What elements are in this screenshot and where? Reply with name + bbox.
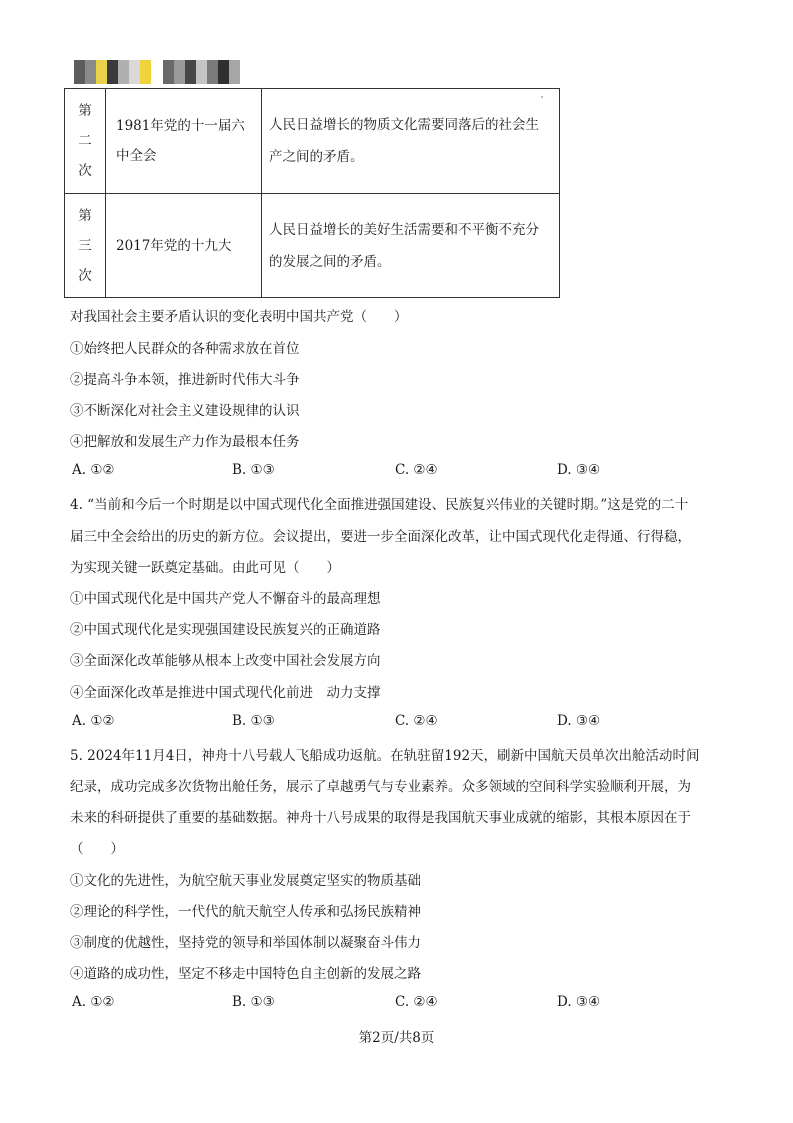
contradiction-line: 人民日益增长的物质文化需要同落后的社会生: [269, 117, 539, 133]
q3-option-d[interactable]: D. ③④: [557, 462, 601, 478]
logo-block: [74, 60, 85, 84]
logo-block: [140, 60, 151, 84]
period-char: 三: [78, 237, 92, 254]
q3-option-a[interactable]: A. ①②: [72, 462, 115, 478]
logo-block: [118, 60, 129, 84]
q5-option-b[interactable]: B. ①③: [232, 994, 275, 1010]
period-char: 第: [78, 207, 92, 224]
q4-option-a[interactable]: A. ①②: [72, 713, 115, 729]
q3-option-c[interactable]: C. ②④: [395, 462, 438, 478]
q3-stem: 对我国社会主要矛盾认识的变化表明中国共产党（ ）: [70, 309, 408, 325]
q3-item-3: ③不断深化对社会主义建设规律的认识: [70, 403, 300, 419]
period-char: 二: [78, 133, 92, 149]
q5-stem-line-3: 未来的科研提供了重要的基础数据。神舟十八号成果的取得是我国航天事业成就的缩影，其根本原因在于: [70, 810, 691, 826]
q4-item-3: ③全面深化改革能够从根本上改变中国社会发展方向: [70, 653, 381, 669]
q4-option-c[interactable]: C. ②④: [395, 713, 438, 729]
contradiction-line: 的发展之间的矛盾。: [269, 253, 391, 270]
logo-block: [107, 60, 118, 84]
q5-item-1: ①文化的先进性，为航空航天事业发展奠定坚实的物质基础: [70, 873, 421, 889]
period-cell: [65, 194, 106, 298]
q5-option-d[interactable]: D. ③④: [557, 994, 601, 1010]
q5-item-2: ②理论的科学性，一代代的航天航空人传承和弘扬民族精神: [70, 904, 421, 920]
page-footer: 第2页/共8页: [358, 1030, 435, 1046]
q5-stem-line-1: 5. 2024年11月4日，神舟十八号载人飞船成功返航。在轨驻留192天，刷新中国航天员单次出舱活动时间: [70, 748, 700, 764]
logo-block: [229, 60, 240, 84]
q5-stem-line-4: （ ）: [70, 841, 124, 857]
q3-option-b[interactable]: B. ①③: [232, 462, 275, 478]
period-cell: [65, 89, 106, 194]
contradiction-line: 人民日益增长的美好生活需要和不平衡不充分: [269, 221, 539, 238]
q4-item-1: ①中国式现代化是中国共产党人不懈奋斗的最高理想: [70, 591, 381, 607]
contradiction-cell: [262, 194, 560, 298]
contradiction-line: 产之间的矛盾。: [269, 149, 364, 165]
q4-option-b[interactable]: B. ①③: [232, 713, 275, 729]
period-char: 第: [78, 103, 92, 119]
meeting-line: 中全会: [116, 148, 157, 164]
table-row: [65, 194, 560, 298]
q4-stem-line-1: 4. “当前和今后一个时期是以中国式现代化全面推进强国建设、民族复兴伟业的关键时期。”这是党的二十: [70, 497, 689, 513]
q5-option-c[interactable]: C. ②④: [395, 994, 438, 1010]
meeting-cell: [106, 89, 262, 194]
logo-block: [96, 60, 107, 84]
logo-block: [207, 60, 218, 84]
q5-item-3: ③制度的优越性，坚持党的领导和举国体制以凝聚奋斗伟力: [70, 935, 421, 951]
q3-options: [70, 462, 730, 482]
meeting-line: 1981年党的十一届六: [116, 118, 245, 134]
q4-option-d[interactable]: D. ③④: [557, 713, 601, 729]
logo-block: [85, 60, 96, 84]
contradiction-table: [64, 88, 560, 298]
q4-item-4: ④全面深化改革是推进中国式现代化前进 动力支撑: [70, 685, 381, 701]
q5-item-4: ④道路的成功性，坚定不移走中国特色自主创新的发展之路: [70, 966, 421, 982]
table-row: [65, 89, 560, 194]
q3-item-1: ①始终把人民群众的各种需求放在首位: [70, 341, 300, 357]
logo-block: [185, 60, 196, 84]
logo-block: [196, 60, 207, 84]
q5-options: [70, 994, 730, 1014]
blurred-logo-icon: [74, 60, 240, 84]
period-char: 次: [78, 267, 92, 284]
q5-stem-line-2: 纪录，成功完成多次货物出舱任务，展示了卓越勇气与专业素养。众多领域的空间科学实验顺利开展，为: [70, 779, 691, 795]
logo-block: [174, 60, 185, 84]
q4-stem-line-3: 为实现关键一跃奠定基础。由此可见（ ）: [70, 560, 340, 576]
period-char: 次: [78, 163, 92, 179]
q4-options: [70, 713, 730, 733]
q5-option-a[interactable]: A. ①②: [72, 994, 115, 1010]
logo-block: [129, 60, 140, 84]
q3-item-2: ②提高斗争本领，推进新时代伟大斗争: [70, 372, 300, 388]
q4-stem-line-2: 届三中全会给出的历史的新方位。会议提出，要进一步全面深化改革，让中国式现代化走得通、行得稳，: [70, 529, 691, 545]
logo-block: [163, 60, 174, 84]
logo-block: [218, 60, 229, 84]
contradiction-cell: [262, 89, 560, 194]
q4-item-2: ②中国式现代化是实现强国建设民族复兴的正确道路: [70, 622, 381, 638]
meeting-cell: [106, 194, 262, 298]
meeting-line: 2017年党的十九大: [116, 237, 232, 254]
q3-item-4: ④把解放和发展生产力作为最根本任务: [70, 434, 300, 450]
